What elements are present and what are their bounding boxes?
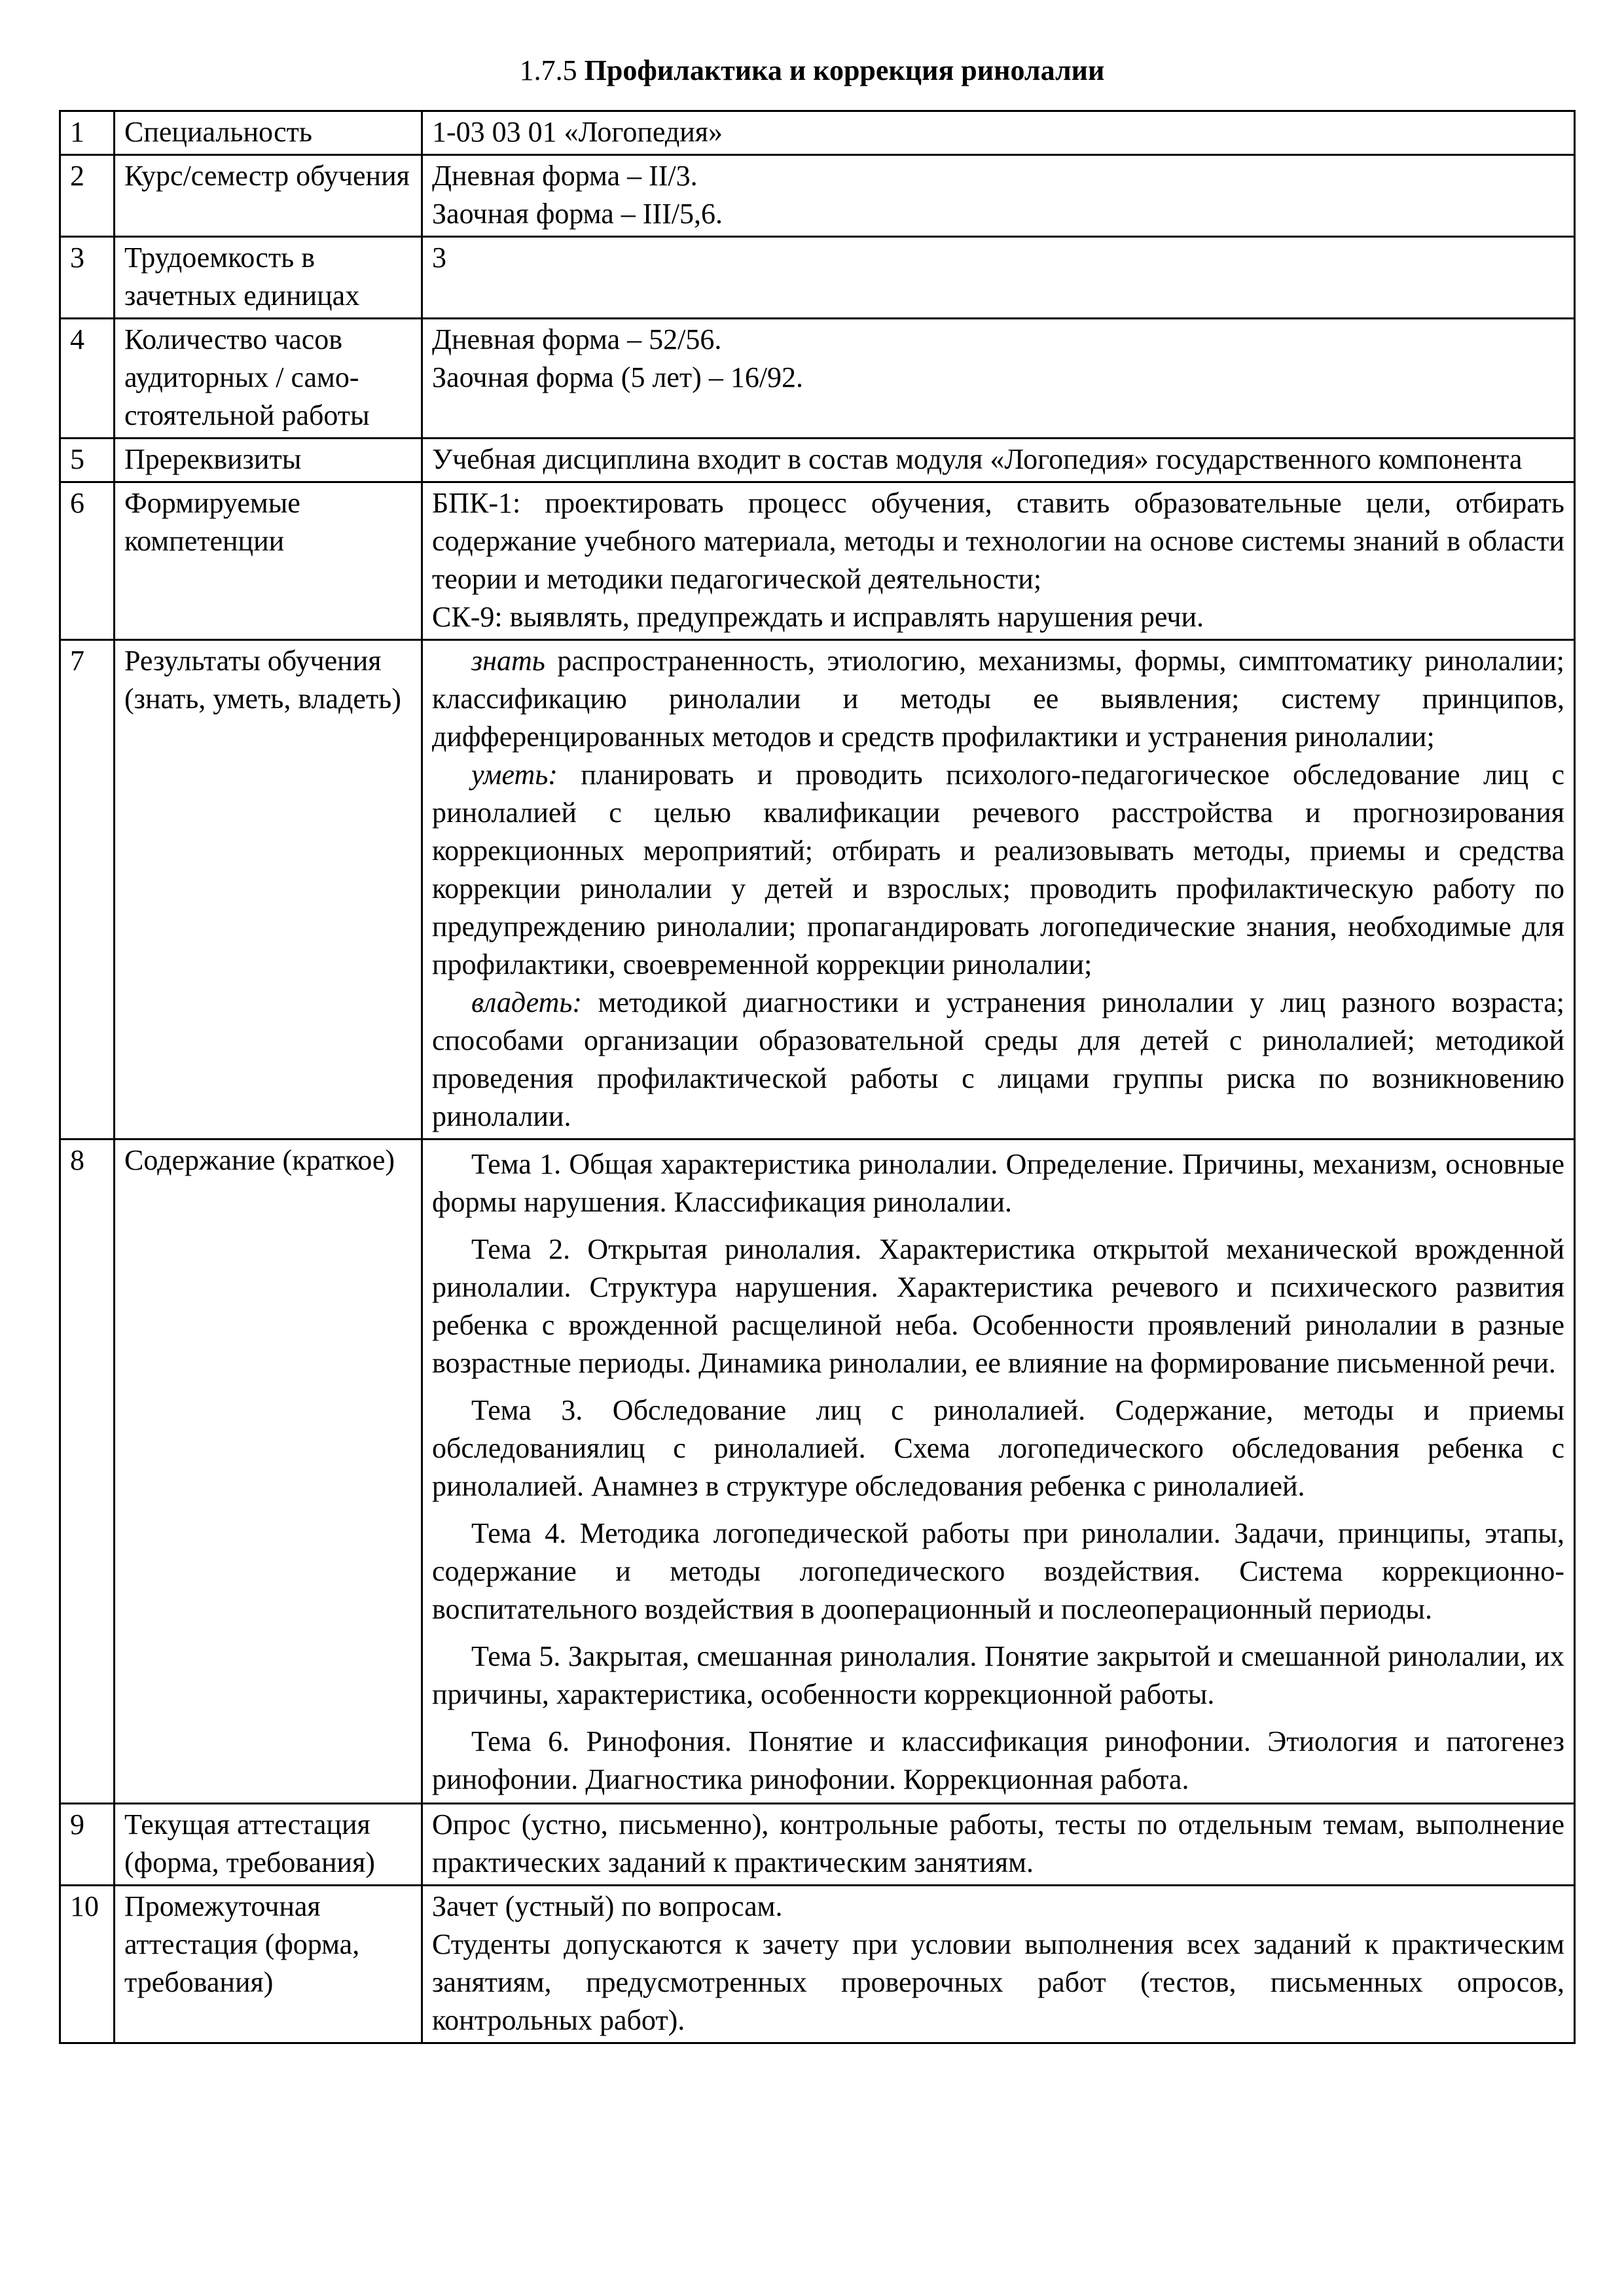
table-row-hours [60, 319, 1575, 439]
row-number: 6 [60, 482, 115, 640]
row-number: 9 [60, 1804, 115, 1886]
day-form-line: Дневная форма – II/3. [432, 160, 698, 192]
course-info-table [59, 110, 1576, 2044]
title-number: 1.7.5 [519, 54, 577, 86]
outcome-term: уметь: [471, 759, 558, 791]
row-number: 5 [60, 439, 115, 482]
row-number: 2 [60, 155, 115, 237]
row-label: Количество часов аудиторных / само-стоятельной работы [115, 319, 422, 439]
table-row-prerequisites [60, 439, 1575, 482]
outcome-text: планировать и проводить психолого-педагогическое обследование лиц с ринолалией с целью квалификации речевого расстройства и прогнозирования коррекционных мероприятий; отбирать и реализовывать методы, приемы и средства коррекции ринолалии у детей и взрослых; проводить профилактическую работу по предупреждению ринолалии; пропагандировать логопедические знания, необходимые для профилактики, своевременной коррекции ринолалии; [432, 759, 1564, 980]
table-row-learning-outcomes [60, 640, 1575, 1139]
topic-5: Тема 5. Закрытая, смешанная ринолалия. Понятие закрытой и смешанной ринолалии, их причины, характеристика, особенности коррекционной работы. [432, 1640, 1564, 1710]
outcome-text: распространенность, этиологию, механизмы, формы, симптоматику ринолалии; классификацию ринолалии и методы ее выявления; систему принципов, дифференцированных методов и средств профилактики и устранения ринолалии; [432, 645, 1564, 753]
table-row-course-semester [60, 155, 1575, 237]
outcome-term: владеть: [471, 986, 583, 1018]
current-assessment-text: Опрос (устно, письменно), контрольные работы, тесты по отдельным темам, выполнение практических заданий к практическим занятиям. [432, 1808, 1564, 1878]
row-label: Пререквизиты [115, 439, 422, 482]
row-label: Результаты обучения (знать, уметь, владеть) [115, 640, 422, 1139]
topic-3: Тема 3. Обследование лиц с ринолалией. Содержание, методы и приемы обследованиялиц с ринолалией. Схема логопедического обследования ребенка с ринолалией. Анамнез в структуре обследования ребенка с ринолалией. [432, 1394, 1564, 1502]
table-row-interim-assessment [60, 1886, 1575, 2043]
title-text: Профилактика и коррекция ринолалии [584, 54, 1105, 86]
outcome-term: знать [471, 645, 545, 677]
outcome-can [432, 756, 1564, 984]
row-number: 3 [60, 237, 115, 319]
extramural-form-line: Заочная форма (5 лет) – 16/92. [432, 361, 804, 393]
competency-sk9: СК-9: выявлять, предупреждать и исправлять нарушения речи. [432, 601, 1204, 633]
table-row-credits [60, 237, 1575, 319]
row-value [422, 1139, 1575, 1804]
admission-conditions: Студенты допускаются к зачету при условии выполнения всех заданий к практическим занятиям, предусмотренных проверочных работ (тестов, письменных опросов, контрольных работ). [432, 1928, 1564, 2036]
topic-4: Тема 4. Методика логопедической работы при ринолалии. Задачи, принципы, этапы, содержание и методы логопедического воздействия. Система коррекционно-воспитательного воздействия в дооперационный и послеоперационный периоды. [432, 1517, 1564, 1625]
row-number: 4 [60, 319, 115, 439]
row-number: 7 [60, 640, 115, 1139]
row-value [422, 1804, 1575, 1886]
row-value [422, 319, 1575, 439]
row-value: 1-03 03 01 «Логопедия» [422, 111, 1575, 155]
row-number: 8 [60, 1139, 115, 1804]
row-label: Трудоемкость в зачетных единицах [115, 237, 422, 319]
row-label: Специальность [115, 111, 422, 155]
day-form-line: Дневная форма – 52/56. [432, 323, 722, 355]
table-row-current-assessment [60, 1804, 1575, 1886]
row-value [422, 482, 1575, 640]
topic-2: Тема 2. Открытая ринолалия. Характеристика открытой механической врожденной ринолалии. Структура нарушения. Характеристика речевого и психического развития ребенка с врожденной расщелиной неба. Особенности проявлений ринолалии в разные возрастные периоды. Динамика ринолалии, ее влияние на формирование письменной речи. [432, 1233, 1564, 1379]
row-value [422, 1886, 1575, 2043]
row-value: Учебная дисциплина входит в состав модуля «Логопедия» государственного компонента [422, 439, 1575, 482]
row-value: 3 [422, 237, 1575, 319]
row-label: Формируемые компетенции [115, 482, 422, 640]
row-value [422, 640, 1575, 1139]
topic-1: Тема 1. Общая характеристика ринолалии. Определение. Причины, механизм, основные формы нарушения. Классификация ринолалии. [432, 1148, 1564, 1218]
row-number: 1 [60, 111, 115, 155]
competency-bpk1: БПК-1: проектировать процесс обучения, ставить образовательные цели, отбирать содержание учебного материала, методы и технологии на основе системы знаний в области теории и методики педагогической деятельности; [432, 487, 1564, 595]
credit-line: Зачет (устный) по вопросам. [432, 1890, 783, 1922]
table-row-competencies [60, 482, 1575, 640]
document-title [0, 51, 1624, 90]
topic-6: Тема 6. Ринофония. Понятие и классификация ринофонии. Этиология и патогенез ринофонии. Диагностика ринофонии. Коррекционная работа. [432, 1725, 1564, 1795]
table-row-content [60, 1139, 1575, 1804]
row-value [422, 155, 1575, 237]
row-label: Содержание (краткое) [115, 1139, 422, 1804]
row-number: 10 [60, 1886, 115, 2043]
outcome-text: методикой диагностики и устранения ринолалии у лиц разного возраста; способами организации образовательной среды для детей с ринолалией; методикой проведения профилактической работы с лицами группы риска по возникновению ринолалии. [432, 986, 1564, 1132]
outcome-master [432, 984, 1564, 1136]
outcome-know [432, 642, 1564, 756]
row-label: Промежуточная аттестация (форма, требования) [115, 1886, 422, 2043]
row-label: Курс/семестр обучения [115, 155, 422, 237]
row-label: Текущая аттестация (форма, требования) [115, 1804, 422, 1886]
table-row-specialty [60, 111, 1575, 155]
extramural-form-line: Заочная форма – III/5,6. [432, 198, 723, 230]
